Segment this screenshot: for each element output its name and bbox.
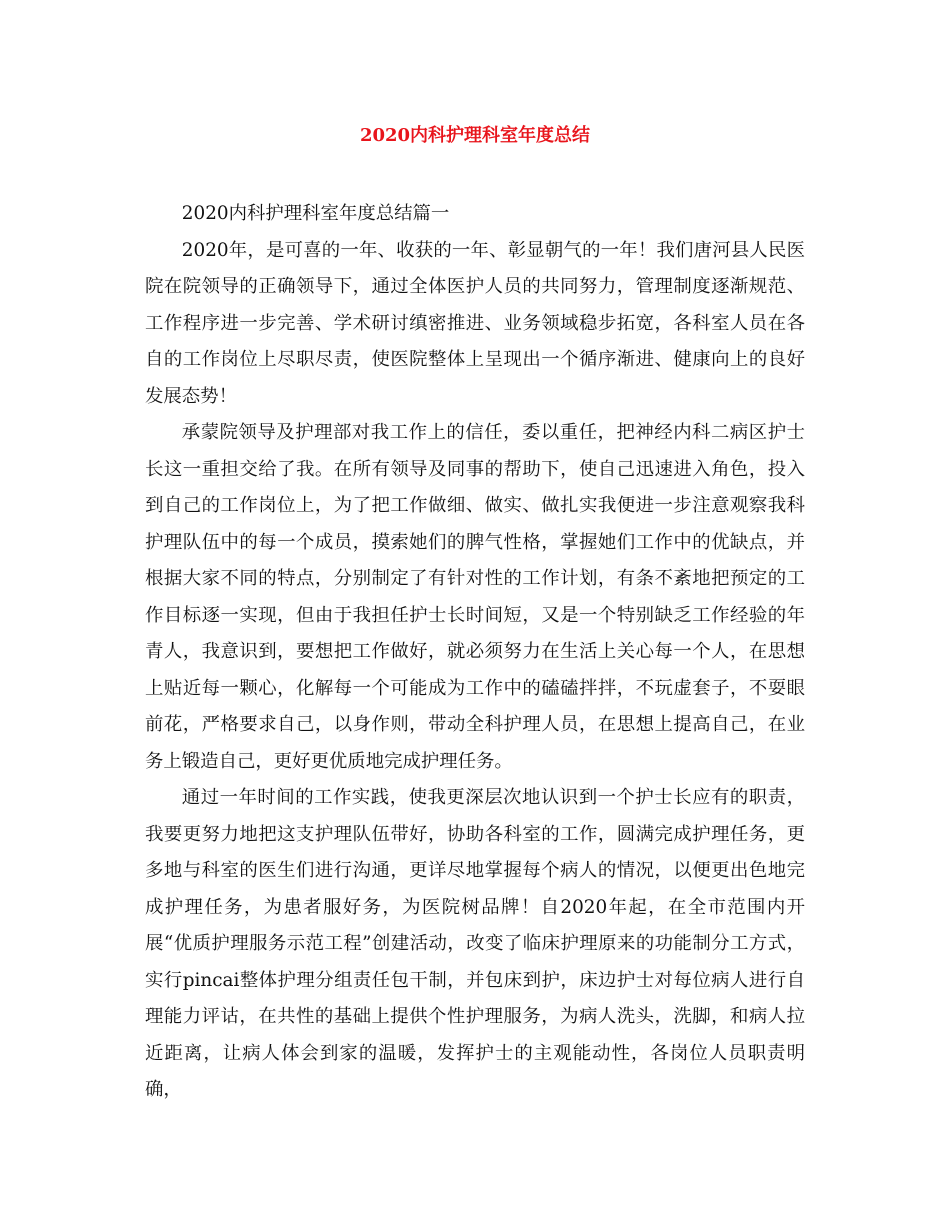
document-title: 2020内科护理科室年度总结: [359, 125, 591, 146]
document-body: [145, 196, 805, 1109]
paragraph-3: 通过一年时间的工作实践，使我更深层次地认识到一个护士长应有的职责，我要更努力地把这支护理队伍带好，协助各科室的工作，圆满完成护理任务，更多地与科室的医生们进行沟通，更详尽地掌握每个病人的情况，以便更出色地完成护理任务，为患者服好务，为医院树品牌！自2020年起，在全市范围内开展“优质护理服务示范工程”创建活动，改变了临床护理原来的功能制分工方式，实行pincai整体护理分组责任包干制，并包床到护，床边护士对每位病人进行自理能力评诂，在共性的基础上提供个性护理服务，为病人洗头，洗脚，和病人拉近距离，让病人体会到家的温暖，发挥护士的主观能动性，各岗位人员职责明确，: [145, 787, 805, 1100]
paragraph-1: 2020年，是可喜的一年、收获的一年、彰显朝气的一年！我们唐河县人民医院在院领导的正确领导下，通过全体医护人员的共同努力，管理制度逐渐规范、工作程序进一步完善、学术研讨缜密推进、业务领域稳步拓宽，各科室人员在各自的工作岗位上尽职尽责，使医院整体上呈现出一个循序渐进、健康向上的良好发展态势！: [145, 239, 805, 407]
paragraph-2: 承蒙院领导及护理部对我工作上的信任，委以重任，把神经内科二病区护士长这一重担交给了我。在所有领导及同事的帮助下，使自己迅速进入角色，投入到自己的工作岗位上，为了把工作做细、做实、做扎实我便进一步注意观察我科护理队伍中的每一个成员，摸索她们的脾气性格，掌握她们工作中的优缺点，并根据大家不同的特点，分别制定了有针对性的工作计划，有条不紊地把预定的工作目标逐一实现，但由于我担任护士长时间短，又是一个特别缺乏工作经验的年青人，我意识到，要想把工作做好，就必须努力在生活上关心每一个人，在思想上贴近每一颗心，化解每一个可能成为工作中的磕磕拌拌，不玩虚套子，不耍眼前花，严格要求自己，以身作则，带动全科护理人员，在思想上提高自己，在业务上锻造自己，更好更优质地完成护理任务。: [145, 422, 805, 772]
section-heading: 2020内科护理科室年度总结篇一: [181, 203, 450, 224]
